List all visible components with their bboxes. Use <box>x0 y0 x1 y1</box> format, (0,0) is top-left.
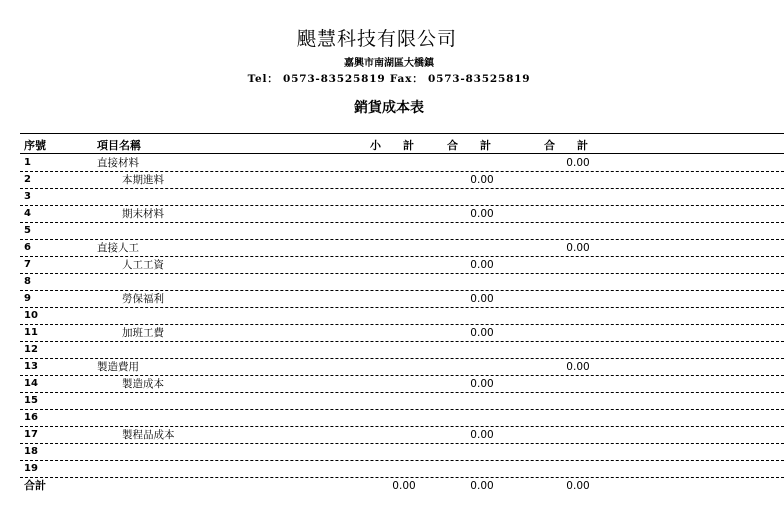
row-total-2: 0.00 <box>566 361 590 373</box>
table-row <box>0 325 784 342</box>
report-title: 銷貨成本表 <box>354 100 424 116</box>
row-seq: 1 <box>24 157 31 168</box>
table-row <box>0 257 784 274</box>
row-total-1: 0.00 <box>470 327 494 339</box>
row-total-2: 0.00 <box>566 242 590 254</box>
row-seq: 6 <box>24 242 31 253</box>
table-row <box>0 291 784 308</box>
table-row <box>0 444 784 461</box>
row-item-name: 勞保福利 <box>122 293 164 305</box>
table-row <box>0 308 784 325</box>
row-item-name: 製造費用 <box>97 361 139 373</box>
header-total-2: 合 計 <box>544 139 588 152</box>
table-row <box>0 172 784 189</box>
table-row <box>0 461 784 478</box>
table-row <box>0 393 784 410</box>
row-total-1: 0.00 <box>470 259 494 271</box>
table-row <box>0 155 784 172</box>
totals-row <box>0 478 784 495</box>
table-header-rule <box>20 153 784 154</box>
table-top-rule <box>20 133 784 134</box>
table-row <box>0 427 784 444</box>
row-seq: 18 <box>24 446 38 457</box>
row-item-name: 加班工費 <box>122 327 164 339</box>
row-item-name: 本期進料 <box>122 174 164 186</box>
table-row <box>0 223 784 240</box>
row-seq: 11 <box>24 327 38 338</box>
table-row <box>0 189 784 206</box>
row-total-1: 0.00 <box>470 378 494 390</box>
row-seq: 16 <box>24 412 38 423</box>
row-total-1: 0.00 <box>470 293 494 305</box>
table-row <box>0 376 784 393</box>
row-seq: 8 <box>24 276 31 287</box>
company-address: 嘉興市南湖區大橋鎮 <box>344 58 434 69</box>
header-total-1: 合 計 <box>447 139 491 152</box>
row-total-2: 0.00 <box>566 157 590 169</box>
row-item-name: 期末材料 <box>122 208 164 220</box>
row-seq: 13 <box>24 361 38 372</box>
table-row <box>0 206 784 223</box>
row-seq: 12 <box>24 344 38 355</box>
row-seq: 7 <box>24 259 31 270</box>
totals-subtotal: 0.00 <box>392 480 416 492</box>
row-total-1: 0.00 <box>470 429 494 441</box>
table-header <box>0 137 784 151</box>
row-seq: 14 <box>24 378 38 389</box>
table-row <box>0 342 784 359</box>
row-item-name: 直接材料 <box>97 157 139 169</box>
row-seq: 4 <box>24 208 31 219</box>
row-seq: 5 <box>24 225 31 236</box>
company-contact: Tel： 0573-83525819 Fax： 0573-83525819 <box>247 73 531 85</box>
row-item-name: 製造成本 <box>122 378 164 390</box>
header-item-name: 項目名稱 <box>97 139 141 152</box>
header-subtotal: 小 計 <box>370 139 414 152</box>
table-row <box>0 274 784 291</box>
row-item-name: 直接人工 <box>97 242 139 254</box>
row-seq: 19 <box>24 463 38 474</box>
company-name: 颶慧科技有限公司 <box>296 28 457 50</box>
row-total-1: 0.00 <box>470 174 494 186</box>
row-seq: 15 <box>24 395 38 406</box>
row-seq: 10 <box>24 310 38 321</box>
row-item-name: 製程品成本 <box>122 429 175 441</box>
table-body <box>0 155 784 495</box>
table-row <box>0 240 784 257</box>
row-seq: 3 <box>24 191 31 202</box>
row-seq: 17 <box>24 429 38 440</box>
table-row <box>0 359 784 376</box>
row-seq: 9 <box>24 293 31 304</box>
table-row <box>0 410 784 427</box>
header-seq: 序號 <box>24 139 46 152</box>
row-seq: 2 <box>24 174 31 185</box>
totals-total-2: 0.00 <box>566 480 590 492</box>
totals-label: 合計 <box>24 479 46 492</box>
row-total-1: 0.00 <box>470 208 494 220</box>
row-item-name: 人工工資 <box>122 259 164 271</box>
totals-total-1: 0.00 <box>470 480 494 492</box>
